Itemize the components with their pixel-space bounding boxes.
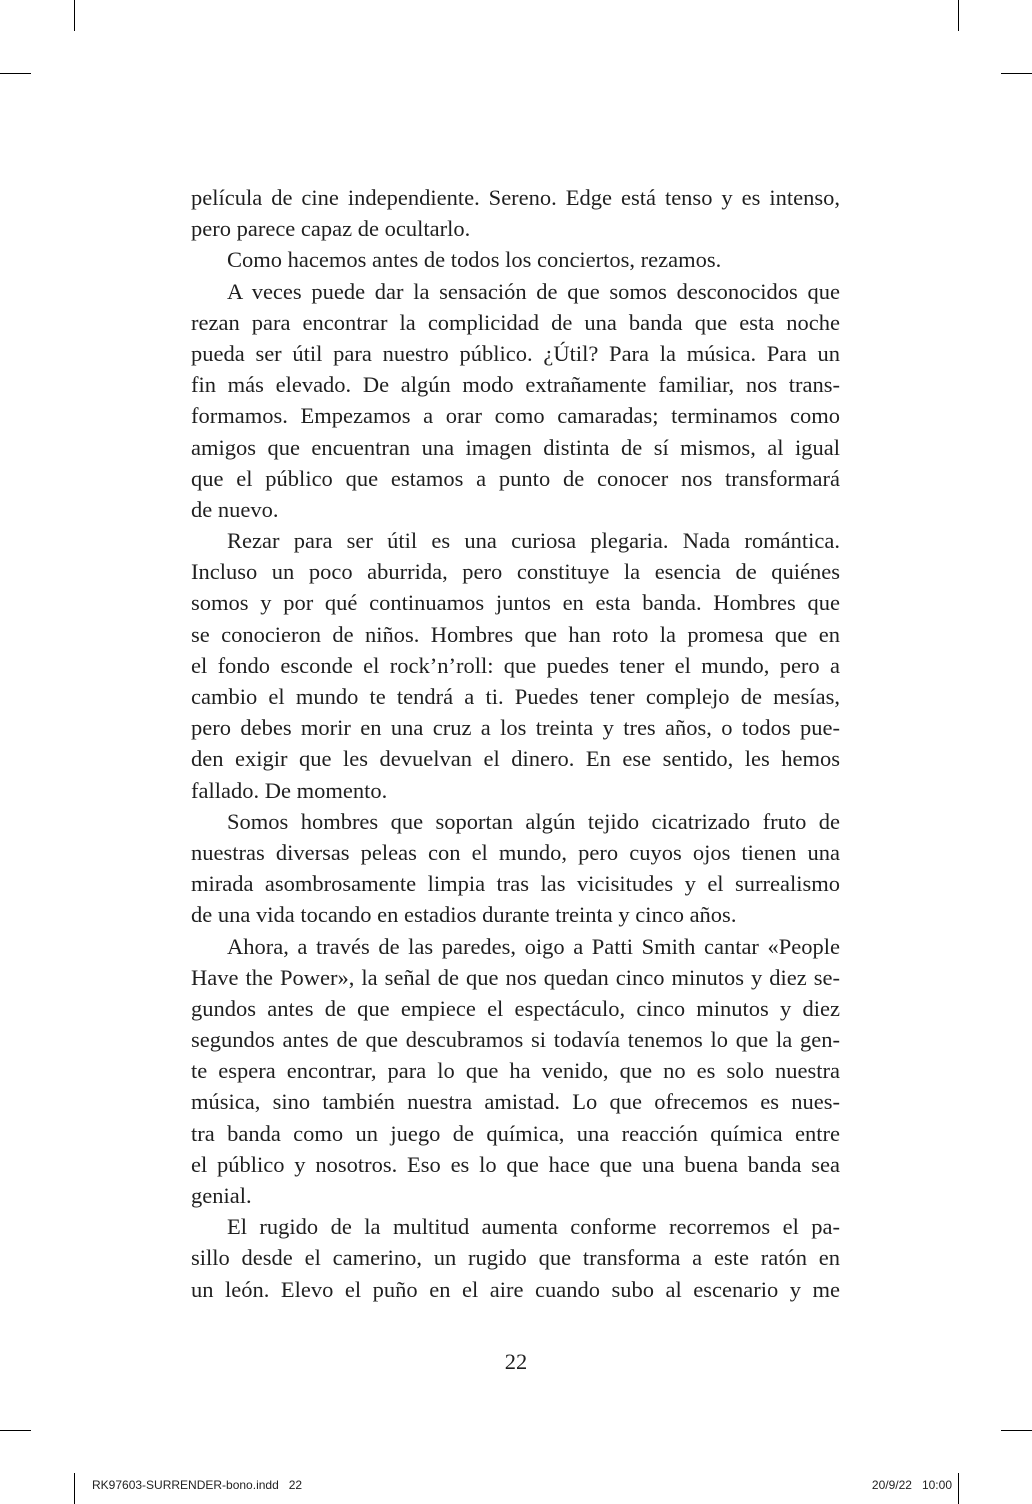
- text-line: se conocieron de niños. Hombres que han roto la promesa que en: [191, 621, 840, 647]
- text-line: Have the Power», la señal de que nos quedan cinco minutos y diez se-: [191, 964, 840, 990]
- paragraph: [191, 182, 840, 244]
- text-line: mirada asombrosamente limpia tras las vicisitudes y el surrealismo: [191, 871, 840, 897]
- text-line: somos y por qué continuamos juntos en esta banda. Hombres que: [191, 590, 840, 616]
- text-line: Rezar para ser útil es una curiosa plegaria. Nada romántica.: [227, 528, 840, 554]
- crop-mark-top-right: [958, 0, 959, 31]
- text-line: fallado. De momento.: [191, 777, 388, 803]
- text-line: genial.: [191, 1183, 252, 1208]
- text-line: que el público que estamos a punto de conocer nos transformará: [191, 465, 840, 491]
- text-line: de una vida tocando en estadios durante treinta y cinco años.: [191, 902, 737, 928]
- paragraph: [191, 244, 840, 275]
- text-line: pero parece capaz de ocultarlo.: [191, 216, 471, 242]
- text-line: formamos. Empezamos a orar como camaradas; terminamos como: [191, 403, 840, 429]
- text-line: de nuevo.: [191, 496, 279, 522]
- crop-mark-bottom-left: [74, 1473, 75, 1504]
- text-line: un león. Elevo el puño en el aire cuando subo al escenario y me: [191, 1276, 840, 1302]
- text-line: fin más elevado. De algún modo extrañamente familiar, nos trans-: [191, 372, 840, 398]
- text-line: gundos antes de que empiece el espectáculo, cinco minutos y diez: [191, 995, 840, 1021]
- crop-mark-top-left: [74, 0, 75, 31]
- paragraph: [191, 525, 840, 806]
- text-line: película de cine independiente. Sereno. Edge está tenso y es intenso,: [191, 185, 840, 210]
- text-line: Somos hombres que soportan algún tejido cicatrizado fruto de: [227, 808, 840, 834]
- slug-filename: RK97603-SURRENDER-bono.indd 22: [92, 1478, 303, 1492]
- crop-mark-left-bottom: [0, 1430, 31, 1431]
- paragraph: [191, 276, 840, 526]
- text-line: sillo desde el camerino, un rugido que transforma a este ratón en: [191, 1245, 840, 1271]
- text-line: A veces puede dar la sensación de que somos desconocidos que: [227, 278, 840, 304]
- text-line: el público y nosotros. Eso es lo que hace que una buena banda sea: [191, 1151, 840, 1177]
- text-line: Ahora, a través de las paredes, oigo a Patti Smith cantar «People: [227, 933, 840, 959]
- text-line: amigos que encuentran una imagen distinta de sí mismos, al igual: [191, 434, 840, 460]
- text-line: El rugido de la multitud aumenta conforme recorremos el pa-: [227, 1214, 840, 1240]
- text-line: Incluso un poco aburrida, pero constituye la esencia de quiénes: [191, 559, 840, 585]
- slug-datetime: 20/9/22 10:00: [871, 1478, 952, 1492]
- paragraph: [191, 1211, 840, 1305]
- paragraph: [191, 806, 840, 931]
- text-line: tra banda como un juego de química, una reacción química entre: [191, 1120, 840, 1146]
- text-line: nuestras diversas peleas con el mundo, pero cuyos ojos tienen una: [191, 839, 840, 865]
- paragraph: [191, 931, 840, 1212]
- text-line: te espera encontrar, para lo que ha venido, que no es solo nuestra: [191, 1058, 840, 1084]
- page-number: 22: [504, 1349, 528, 1374]
- text-line: cambio el mundo te tendrá a ti. Puedes tener complejo de mesías,: [191, 684, 840, 709]
- text-line: rezan para encontrar la complicidad de una banda que esta noche: [191, 309, 840, 335]
- crop-mark-bottom-right: [958, 1473, 959, 1504]
- text-line: Como hacemos antes de todos los conciertos, rezamos.: [227, 247, 722, 273]
- text-line: el fondo esconde el rock’n’roll: que puedes tener el mundo, pero a: [191, 652, 840, 678]
- text-line: música, sino también nuestra amistad. Lo que ofrecemos es nues-: [191, 1089, 840, 1115]
- crop-mark-left-top: [0, 73, 31, 74]
- text-line: pueda ser útil para nuestro público. ¿Útil? Para la música. Para un: [191, 340, 840, 366]
- crop-mark-right-bottom: [1001, 1430, 1032, 1431]
- crop-mark-right-top: [1001, 73, 1032, 74]
- text-line: pero debes morir en una cruz a los treinta y tres años, o todos pue-: [191, 715, 840, 741]
- text-line: den exigir que les devuelvan el dinero. En ese sentido, les hemos: [191, 746, 840, 772]
- body-text: [191, 182, 840, 1305]
- text-line: segundos antes de que descubramos si todavía tenemos lo que la gen-: [191, 1027, 840, 1053]
